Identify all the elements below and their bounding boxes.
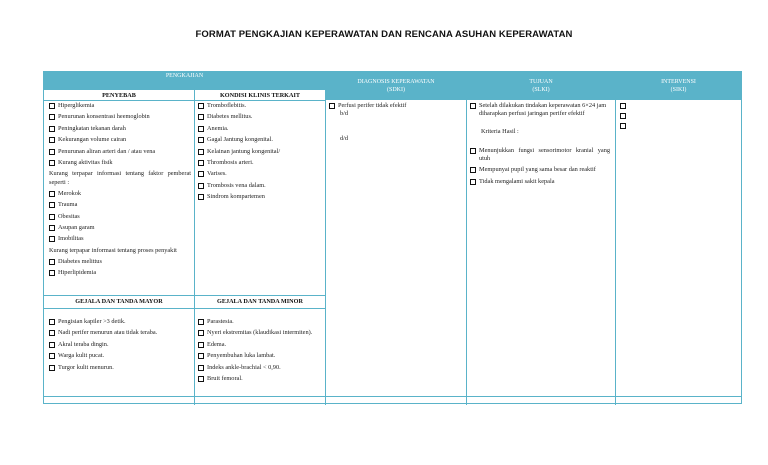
penyebab-item	[49, 113, 191, 121]
subheader-penyebab: PENYEBAB	[102, 92, 136, 99]
intervensi-column	[620, 102, 735, 133]
diagnosis-item	[329, 102, 461, 110]
penyebab-item	[49, 258, 191, 266]
kondisi-item	[198, 170, 323, 178]
tujuan-item	[470, 147, 610, 163]
penyebab-item	[49, 213, 191, 221]
kondisi-item	[198, 159, 323, 167]
header-pengkajian-label: PENGKAJIAN	[165, 73, 204, 79]
penyebab-item-label: Kekurangan volume cairan	[58, 136, 127, 144]
penyebab-item-label: Penurunan aliran arteri dan / atau vena	[58, 147, 156, 155]
checkbox[interactable]	[329, 103, 335, 109]
subheader-mayor: GEJALA DAN TANDA MAYOR	[75, 298, 163, 305]
kondisi-item-label: Thrombosis arteri.	[207, 158, 254, 166]
header-diagnosis-sub: (SDKI)	[387, 87, 405, 93]
divider	[44, 295, 325, 296]
minor-item-label: Parastesia.	[207, 318, 234, 325]
penyebab-item-label: Penurunan konsentrasi heemoglobin	[58, 113, 150, 121]
mayor-item-label: Pengisian kapiler >3 detik.	[58, 318, 126, 325]
tujuan-item-label: Menunjukkan fungsi sensorimotor kranial yang utuh	[479, 146, 610, 162]
divider	[615, 72, 616, 405]
header-tujuan-label: TUJUAN	[529, 79, 553, 85]
checkbox[interactable]	[198, 342, 204, 348]
mayor-item-label: Turgor kulit menurun.	[58, 363, 114, 371]
checkbox[interactable]	[198, 149, 204, 155]
intervensi-item	[620, 122, 735, 129]
mayor-column	[49, 318, 191, 375]
divider	[44, 396, 741, 397]
minor-item-label: Indeks ankle-brachial < 0,90.	[207, 363, 281, 371]
kondisi-item-label: Gagal Jantung kongenital.	[207, 136, 273, 144]
checkbox[interactable]	[49, 365, 55, 371]
penyebab-item-label: Merokok	[58, 189, 82, 197]
minor-item	[198, 329, 322, 337]
header-diagnosis	[326, 72, 466, 100]
checkbox[interactable]	[198, 330, 204, 336]
checkbox[interactable]	[49, 330, 55, 336]
checkbox[interactable]	[198, 137, 204, 143]
checkbox[interactable]	[49, 353, 55, 359]
minor-column	[198, 318, 322, 386]
kondisi-column	[198, 102, 323, 205]
kondisi-item-label: Varises.	[207, 170, 227, 178]
checkbox[interactable]	[49, 259, 55, 265]
kondisi-item	[198, 182, 323, 190]
penyebab-item-label: Hiperglikemia	[58, 102, 95, 109]
subheader-kondisi: KONDISI KLINIS TERKAIT	[219, 92, 300, 99]
header-intervensi-sub: (SIKI)	[670, 87, 687, 93]
checkbox[interactable]	[470, 179, 476, 185]
mayor-item-label: Warga kulit pucat.	[58, 352, 105, 360]
header-intervensi	[616, 72, 741, 100]
minor-item-label: Edema.	[207, 340, 227, 348]
penyebab-item	[49, 136, 191, 144]
tujuan-text: Setelah dilakukan tindakan keperawatan 6×24 jam diharapkan perfusi jaringan perifer efektif	[479, 102, 607, 118]
checkbox[interactable]	[198, 376, 204, 382]
penyebab-item	[49, 235, 191, 243]
penyebab-item	[49, 102, 191, 110]
kondisi-item	[198, 193, 323, 201]
checkbox[interactable]	[198, 171, 204, 177]
checkbox[interactable]	[49, 236, 55, 242]
minor-item-label: Penyembuhan luka lambat.	[207, 352, 276, 360]
penyebab-item	[49, 148, 191, 156]
mayor-item	[49, 329, 191, 337]
intervensi-item	[620, 102, 735, 109]
checkbox[interactable]	[49, 114, 55, 120]
minor-item	[198, 352, 322, 360]
kondisi-item-label: Tromboflebitis.	[207, 102, 247, 109]
kondisi-item-label: Diabetes mellitus.	[207, 113, 253, 121]
tujuan-column	[470, 102, 610, 189]
kondisi-item-label: Trombosis vena dalam.	[207, 181, 266, 189]
tujuan-item	[470, 178, 610, 186]
kondisi-item-label: Anemia.	[207, 124, 229, 132]
diagnosis-column	[329, 102, 461, 143]
penyebab-item-label: Obesitas	[58, 212, 80, 220]
kondisi-item	[198, 125, 323, 133]
divider	[44, 100, 325, 101]
kondisi-item	[198, 136, 323, 144]
checkbox[interactable]	[49, 191, 55, 197]
checkbox[interactable]	[49, 202, 55, 208]
divider	[466, 72, 467, 405]
tujuan-intro	[470, 102, 610, 118]
divider	[325, 72, 326, 405]
checkbox[interactable]	[198, 183, 204, 189]
checkbox[interactable]	[49, 103, 55, 109]
minor-item-label: Bruit femoral.	[207, 374, 243, 382]
penyebab-item-label: Hiperlipidemia	[58, 269, 97, 277]
diagnosis-label: Perfusi perifer tidak efektif	[338, 102, 407, 109]
checkbox[interactable]	[620, 123, 626, 129]
checkbox[interactable]	[198, 319, 204, 325]
checkbox[interactable]	[198, 160, 204, 166]
checkbox[interactable]	[49, 319, 55, 325]
assessment-table	[43, 71, 742, 404]
checkbox[interactable]	[620, 103, 626, 109]
header-tujuan-sub: (SLKI)	[532, 87, 550, 93]
checkbox[interactable]	[49, 160, 55, 166]
tujuan-item-label: Mempunyai pupil yang sama besar dan reaktif	[479, 166, 596, 174]
minor-item	[198, 364, 322, 372]
penyebab-item	[49, 224, 191, 232]
checkbox[interactable]	[620, 113, 626, 119]
penyebab-item-label: Imobilitas	[58, 235, 84, 243]
diagnosis-bd: b/d	[340, 110, 349, 118]
checkbox[interactable]	[198, 194, 204, 200]
header-pengkajian	[44, 72, 325, 90]
mayor-item-label: Nadi perifer menurun atau tidak teraba.	[58, 329, 158, 337]
penyebab-item-label: Diabetes melittus	[58, 257, 102, 265]
penyebab-item-label: Asupan garam	[58, 223, 95, 231]
mayor-item	[49, 364, 191, 372]
checkbox[interactable]	[470, 167, 476, 173]
minor-item-label: Nyeri ekstremitas (klaudikasi intermiten).	[207, 329, 313, 337]
header-diagnosis-label: DIAGNOSIS KEPERAWATAN	[357, 79, 435, 85]
checkbox[interactable]	[49, 137, 55, 143]
kondisi-item	[198, 113, 323, 121]
minor-item	[198, 341, 322, 349]
penyebab-item-label: Peningkatan tekanan darah	[58, 124, 126, 132]
checkbox[interactable]	[198, 126, 204, 132]
kondisi-item	[198, 148, 323, 156]
kondisi-item	[198, 102, 323, 110]
checkbox[interactable]	[49, 270, 55, 276]
checkbox[interactable]	[49, 342, 55, 348]
minor-item	[198, 375, 322, 383]
penyebab-item	[49, 269, 191, 277]
header-tujuan	[467, 72, 615, 100]
kondisi-item-label: Sindrom kompartemen	[207, 193, 265, 201]
checkbox[interactable]	[470, 103, 476, 109]
penyebab-item	[49, 125, 191, 133]
penyebab-item	[49, 201, 191, 209]
checkbox[interactable]	[198, 365, 204, 371]
penyebab-item	[49, 190, 191, 198]
penyebab-item-label: Trauma	[58, 201, 78, 209]
penyebab-item	[49, 159, 191, 167]
checkbox[interactable]	[49, 214, 55, 220]
penyebab-text-2: Kurang terpapar informasi tentang proses penyakit	[49, 246, 177, 254]
subheader-minor: GEJALA DAN TANDA MINOR	[217, 298, 303, 305]
page-title: FORMAT PENGKAJIAN KEPERAWATAN DAN RENCANA ASUHAN KEPERAWATAN	[195, 29, 573, 40]
divider	[44, 308, 325, 309]
minor-item	[198, 318, 322, 326]
checkbox[interactable]	[198, 103, 204, 109]
tujuan-kriteria: Kriteria Hasil :	[481, 128, 519, 136]
mayor-item	[49, 352, 191, 360]
mayor-item	[49, 318, 191, 326]
tujuan-item	[470, 166, 610, 174]
header-intervensi-label: INTERVENSI	[661, 79, 696, 85]
intervensi-item	[620, 112, 735, 119]
diagnosis-dd: d/d	[340, 134, 349, 142]
penyebab-column	[49, 102, 191, 281]
checkbox[interactable]	[49, 149, 55, 155]
checkbox[interactable]	[49, 126, 55, 132]
mayor-item	[49, 341, 191, 349]
mayor-item-label: Akral teraba dingin.	[58, 340, 109, 348]
checkbox[interactable]	[470, 148, 476, 154]
checkbox[interactable]	[198, 114, 204, 120]
penyebab-item-label: Kurang aktivitas fisik	[58, 158, 113, 166]
checkbox[interactable]	[49, 225, 55, 231]
divider	[194, 90, 195, 405]
kondisi-item-label: Kelainan jantung kongenital/	[207, 147, 281, 155]
penyebab-text-1: Kurang terpapar informasi tentang faktor pemberat seperti :	[49, 170, 191, 186]
tujuan-item-label: Tidak mengalami sakit kepala	[479, 177, 555, 185]
checkbox[interactable]	[198, 353, 204, 359]
